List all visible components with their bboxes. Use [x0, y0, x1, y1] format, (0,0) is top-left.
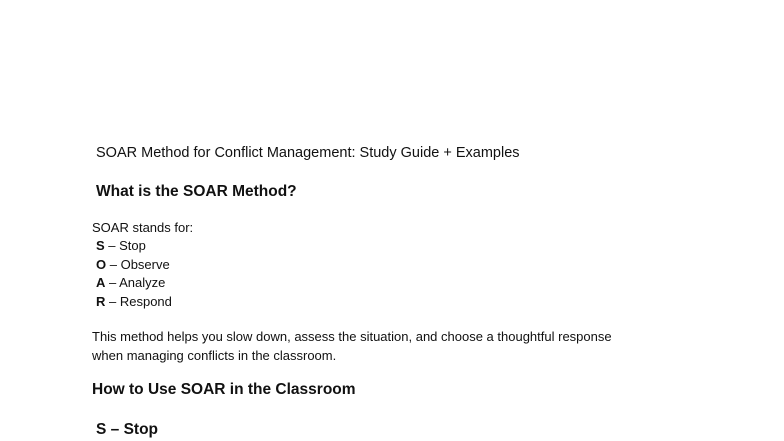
subsection-heading-stop: S – Stop — [96, 421, 159, 438]
section-heading-how-to-use: How to Use SOAR in the Classroom — [92, 381, 356, 398]
acronym-item-r — [96, 293, 172, 312]
paragraph-line-2: when managing conflicts in the classroom. — [92, 348, 337, 363]
acronym-meaning: – Respond — [105, 294, 172, 310]
acronym-letter: R — [96, 294, 106, 310]
acronym-item-s — [96, 237, 172, 256]
section-heading-what-is-soar: What is the SOAR Method? — [96, 183, 297, 200]
acronym-meaning: – Observe — [106, 256, 170, 272]
acronym-letter: O — [96, 256, 107, 272]
acronym-item-o — [96, 256, 172, 275]
acronym-meaning: – Stop — [104, 238, 146, 253]
paragraph-line-1: This method helps you slow down, assess the situation, and choose a thoughtful response — [92, 329, 612, 344]
acronym-letter: S — [96, 238, 105, 253]
acronym-letter: A — [96, 275, 106, 291]
document-title: SOAR Method for Conflict Management: Study Guide + Examples — [96, 145, 520, 161]
acronym-item-a — [96, 274, 172, 293]
acronym-list — [96, 237, 172, 312]
method-description-paragraph — [92, 327, 692, 365]
intro-text: SOAR stands for: — [92, 220, 194, 235]
acronym-meaning: – Analyze — [105, 275, 166, 291]
